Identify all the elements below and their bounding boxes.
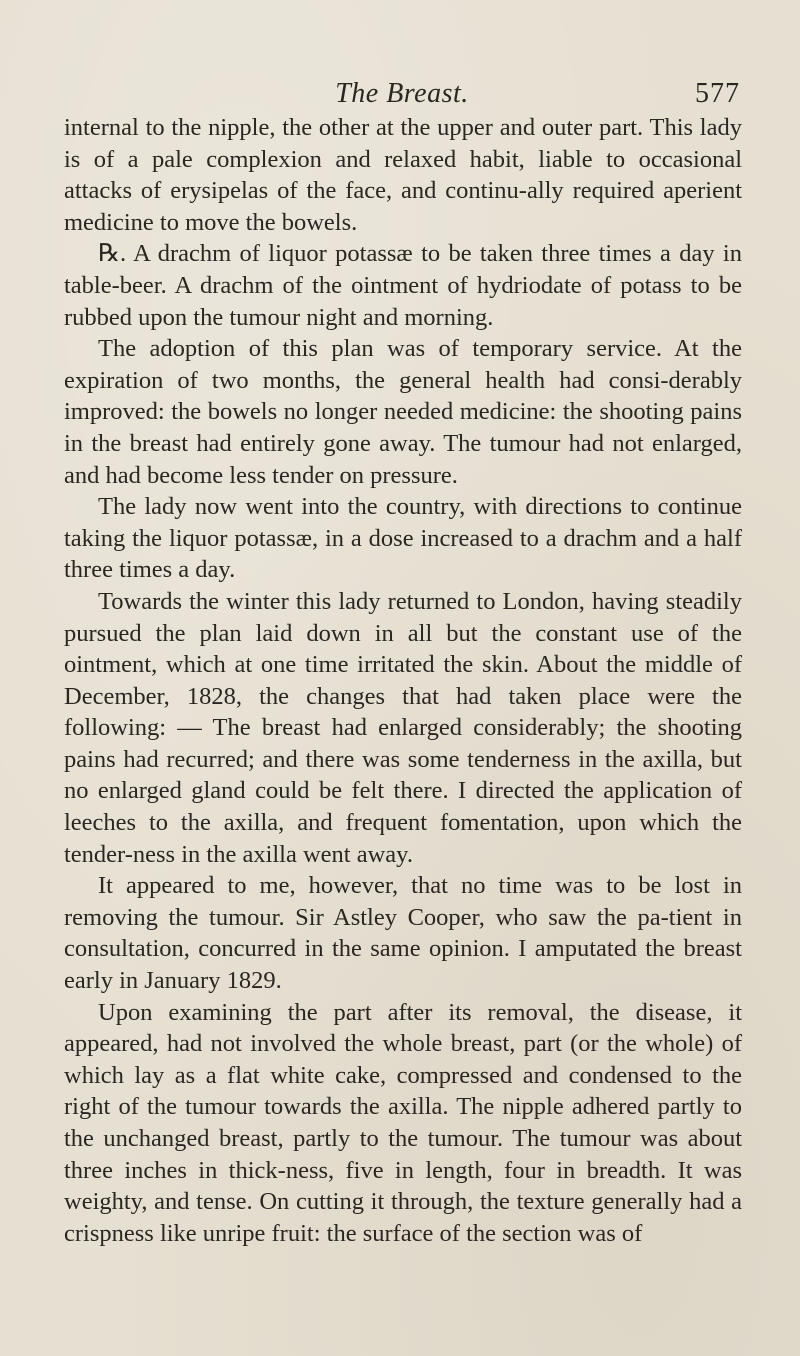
paragraph-6: It appeared to me, however, that no time was to be lost in removing the tumour. Sir Astley Cooper, who saw the pa-tient in consultation, concurred in the same opinion. I amputated the breast early in January 1829. — [64, 872, 742, 995]
page-number: 577 — [695, 78, 740, 109]
paragraph-7: Upon examining the part after its removal, the disease, it appeared, had not involved the whole breast, part (or the whole) of which lay as a flat white cake, compressed and condensed to the right of the tumour towards the axilla. The nipple adhered partly to the unchanged breast, partly to the tumour. The tumour was about three inches in thick-ness, five in length, four in breadth. It was weighty, and tense. On cutting it through, the texture generally had a crispness like unripe fruit: the surface of the section was of — [64, 998, 742, 1247]
paragraph-3: The adoption of this plan was of temporary service. At the expiration of two months, the general health had consi-derably improved: the bowels no longer needed medicine: the shooting pains in the breast had entirely gone away. The tumour had not enlarged, and had become less tender on pressure. — [64, 335, 742, 489]
running-head — [64, 78, 740, 114]
paragraph-4: The lady now went into the country, with directions to continue taking the liquor potassæ, in a dose increased to a drachm and a half three times a day. — [64, 493, 742, 584]
paragraph-1: internal to the nipple, the other at the upper and outer part. This lady is of a pale complexion and relaxed habit, liable to occasional attacks of erysipelas of the face, and continu-ally required aperient medicine to move the bowels. — [64, 114, 742, 236]
paragraph-5: Towards the winter this lady returned to London, having steadily pursued the plan laid down in all but the constant use of the ointment, which at one time irritated the skin. About the middle of December, 1828, the changes that had taken place were the following: — The breast had enlarged considerably; the shooting pains had recurred; and there was some tenderness in the axilla, but no enlarged gland could be felt there. I directed the application of leeches to the axilla, and frequent fomentation, upon which the tender-ness in the axilla went away. — [64, 587, 742, 868]
body-text — [64, 112, 742, 1249]
running-title: The Breast. — [335, 78, 469, 109]
paragraph-2-prescription: ℞. A drachm of liquor potassæ to be taken three times a day in table-beer. A drachm of the ointment of hydriodate of potass to be rubbed upon the tumour night and morning. — [64, 240, 742, 331]
